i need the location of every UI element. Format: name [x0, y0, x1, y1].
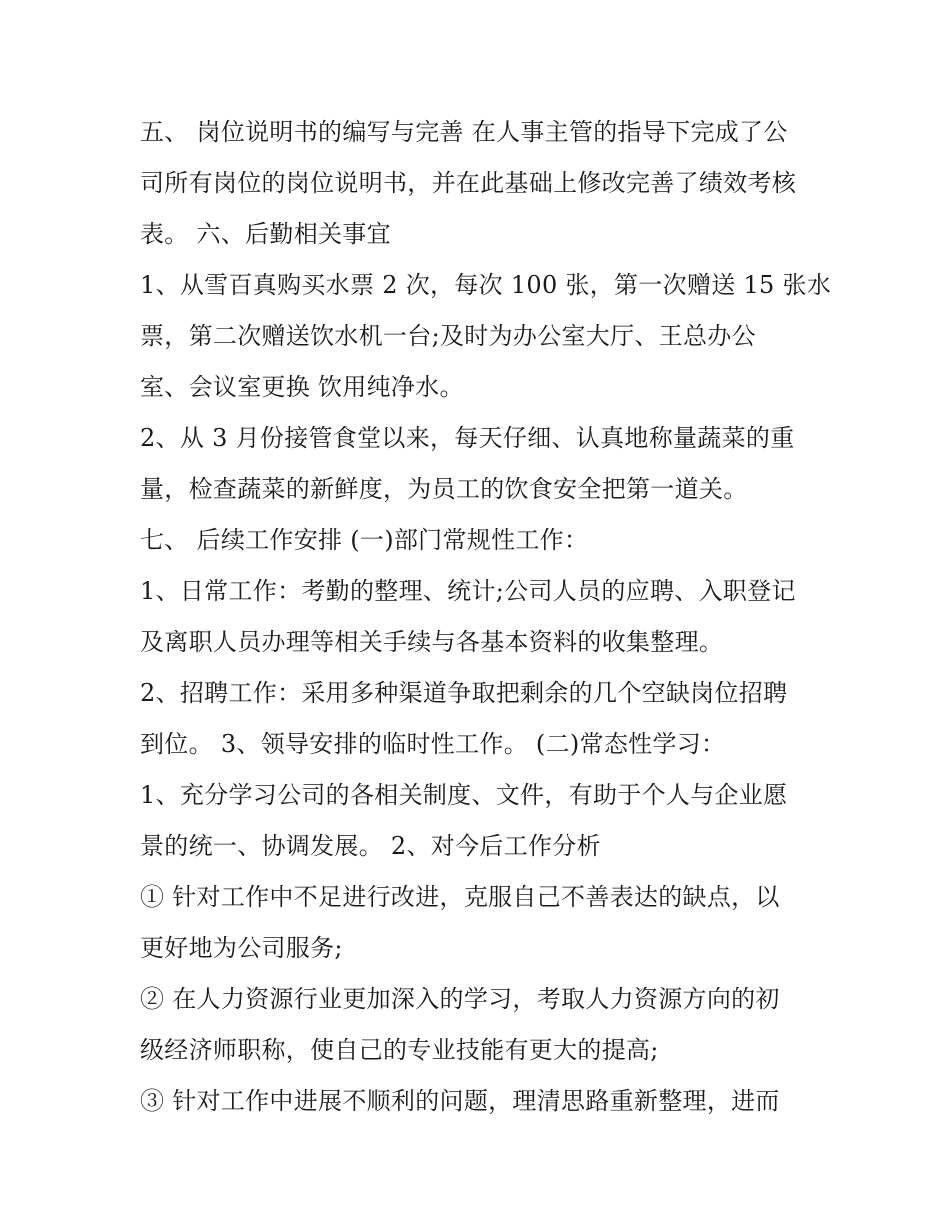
text-line: 级经济师职称，使自己的专业技能有更大的提高; — [140, 1036, 659, 1064]
text-line: 2、从 3 月份接管食堂以来，每天仔细、认真地称量蔬菜的重 — [140, 424, 795, 452]
text-line: 1、从雪百真购买水票 2 次，每次 100 张，第一次赠送 15 张水 — [140, 271, 832, 299]
text-line: 及离职人员办理等相关手续与各基本资料的收集整理。 — [140, 628, 724, 656]
document-body — [140, 107, 832, 1127]
text-line: 室、会议室更换 饮用纯净水。 — [140, 373, 464, 401]
text-line: 1、充分学习公司的各相关制度、文件，有助于个人与企业愿 — [140, 781, 788, 809]
text-line: 量，检查蔬菜的新鲜度，为员工的饮食安全把第一道关。 — [140, 475, 748, 503]
text-line: 更好地为公司服务; — [140, 934, 343, 962]
text-line: 票，第二次赠送饮水机一台;及时为办公室大厅、王总办公 — [140, 322, 756, 350]
text-line: 表。 六、后勤相关事宜 — [140, 220, 391, 248]
text-line: ① 针对工作中不足进行改进，克服自己不善表达的缺点，以 — [140, 883, 780, 911]
text-line: 五、 岗位说明书的编写与完善 在人事主管的指导下完成了公 — [140, 118, 788, 146]
text-line: ③ 针对工作中进展不顺利的问题，理清思路重新整理，进而 — [140, 1087, 780, 1115]
text-line: 七、 后续工作安排 (一)部门常规性工作： — [140, 526, 589, 554]
text-line: ② 在人力资源行业更加深入的学习，考取人力资源方向的初 — [140, 985, 780, 1013]
text-line: 司所有岗位的岗位说明书，并在此基础上修改完善了绩效考核 — [140, 169, 797, 197]
text-line: 到位。 3、领导安排的临时性工作。 (二)常态性学习： — [140, 730, 726, 758]
text-line: 景的统一、协调发展。 2、对今后工作分析 — [140, 832, 601, 860]
text-line: 1、日常工作：考勤的整理、统计;公司人员的应聘、入职登记 — [140, 577, 796, 605]
text-line: 2、招聘工作：采用多种渠道争取把剩余的几个空缺岗位招聘 — [140, 679, 788, 707]
